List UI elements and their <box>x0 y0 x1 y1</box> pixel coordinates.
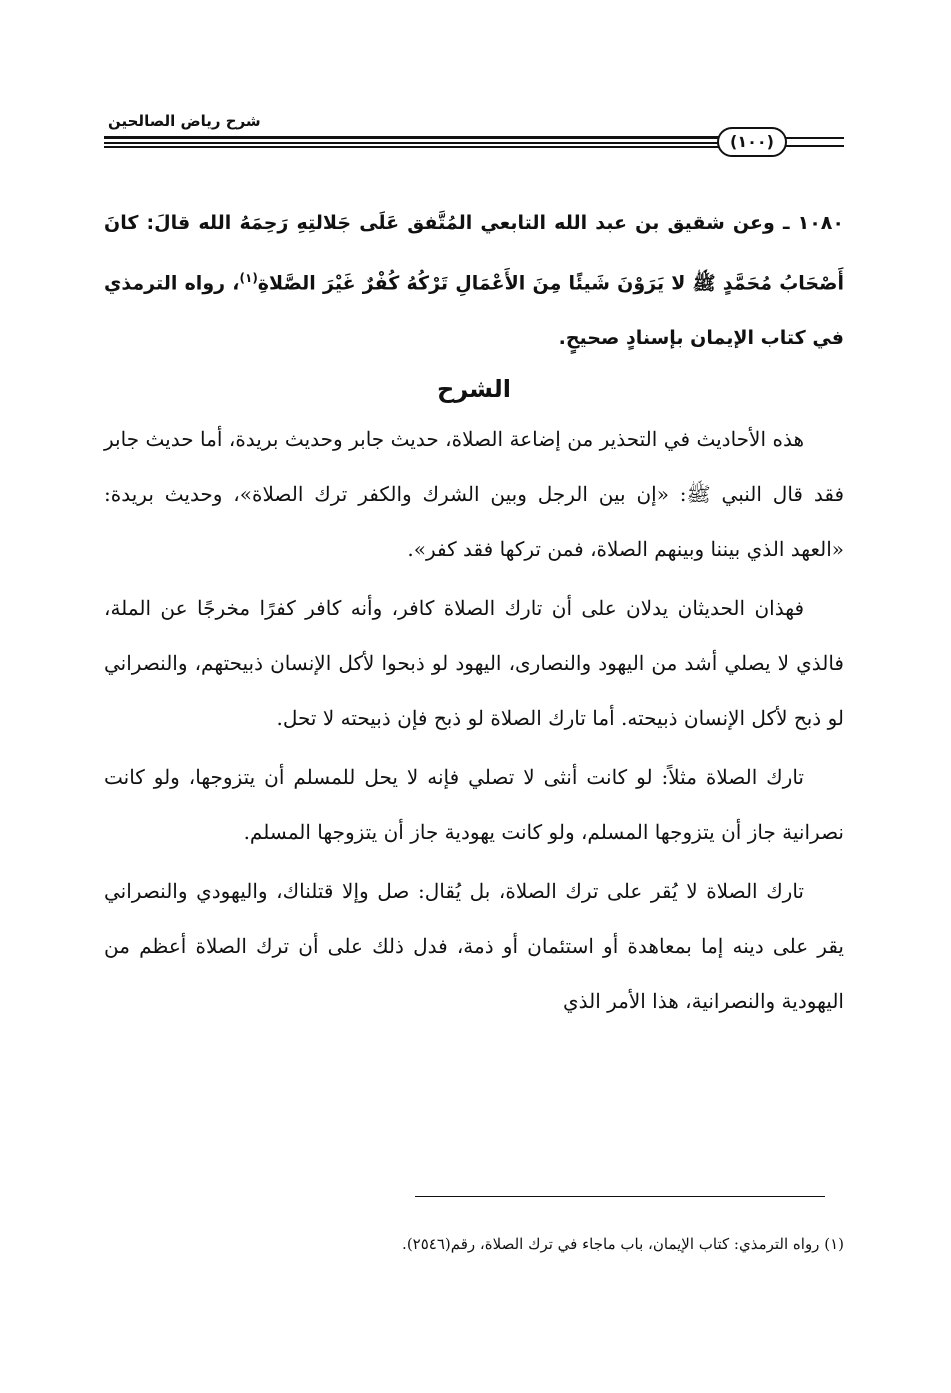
header-rule <box>104 142 719 144</box>
section-heading: الشرح <box>437 375 511 404</box>
header-rule <box>104 136 719 139</box>
commentary-paragraph: تارك الصلاة لا يُقر على ترك الصلاة، بل يُقال: صل وإلا قتلناك، واليهودي والنصراني يقر على دينه إما بمعاهدة أو استئمان أو ذمة، فدل ذلك على أن ترك الصلاة أعظم من اليهودية والنصرانية، هذا الأمر الذي <box>104 879 844 1014</box>
header-rule <box>786 145 844 147</box>
page-body <box>104 196 844 1033</box>
running-header-title: شرح رياض الصالحين <box>108 112 261 130</box>
hadith-main: ١٠٨٠ ـ وعن شقيق بن عبد الله التابعي المُتَّفق عَلَى جَلالتِهِ رَحِمَهُ الله قالَ: كانَ أَصْحَابُ مُحَمَّدٍ ﷺ لا يَرَوْنَ شَيئًا مِنَ الأَعْمَالِ تَرْكُهُ كُفْرٌ غَيْرَ الصَّلاةِ <box>104 212 844 295</box>
page-number: (١٠٠) <box>717 127 787 157</box>
commentary-paragraph: فهذان الحديثان يدلان على أن تارك الصلاة كافر، وأنه كافر كفرًا مخرجًا عن الملة، فالذي لا يصلي أشد من اليهود والنصارى، اليهود لو ذبحوا لأكل الإنسان ذبيحتهم، والنصراني لو ذبح لأكل الإنسان ذبيحته. أما تارك الصلاة لو ذبح فإن ذبيحته لا تحل. <box>104 596 844 731</box>
commentary-paragraph: هذه الأحاديث في التحذير من إضاعة الصلاة، حديث جابر وحديث بريدة، أما حديث جابر فقد قال النبي ﷺ: «إن بين الرجل وبين الشرك والكفر ترك الصلاة»، وحديث بريدة: «العهد الذي بيننا وبينهم الصلاة، فمن تركها فقد كفر». <box>104 427 844 562</box>
header-rule <box>104 146 719 148</box>
commentary-paragraph: تارك الصلاة مثلاً: لو كانت أنثى لا تصلي فإنه لا يحل للمسلم أن يتزوجها، ولو كانت نصرانية جاز أن يتزوجها المسلم، ولو كانت يهودية جاز أن يتزوجها المسلم. <box>104 765 844 845</box>
footnote-text: رواه الترمذي: كتاب الإيمان، باب ماجاء في ترك الصلاة، رقم(٢٥٤٦). <box>402 1235 820 1253</box>
footnote-separator <box>415 1196 825 1197</box>
footnote-number: (١) <box>824 1235 844 1253</box>
hadith-text <box>104 196 844 366</box>
header-rule <box>786 137 844 139</box>
footnote-marker: (١) <box>239 271 258 285</box>
hadith-tail: ، رواه الترمذي في كتاب الإيمان بإسنادٍ صحيحٍ. <box>104 272 844 350</box>
footnote <box>104 1232 844 1256</box>
